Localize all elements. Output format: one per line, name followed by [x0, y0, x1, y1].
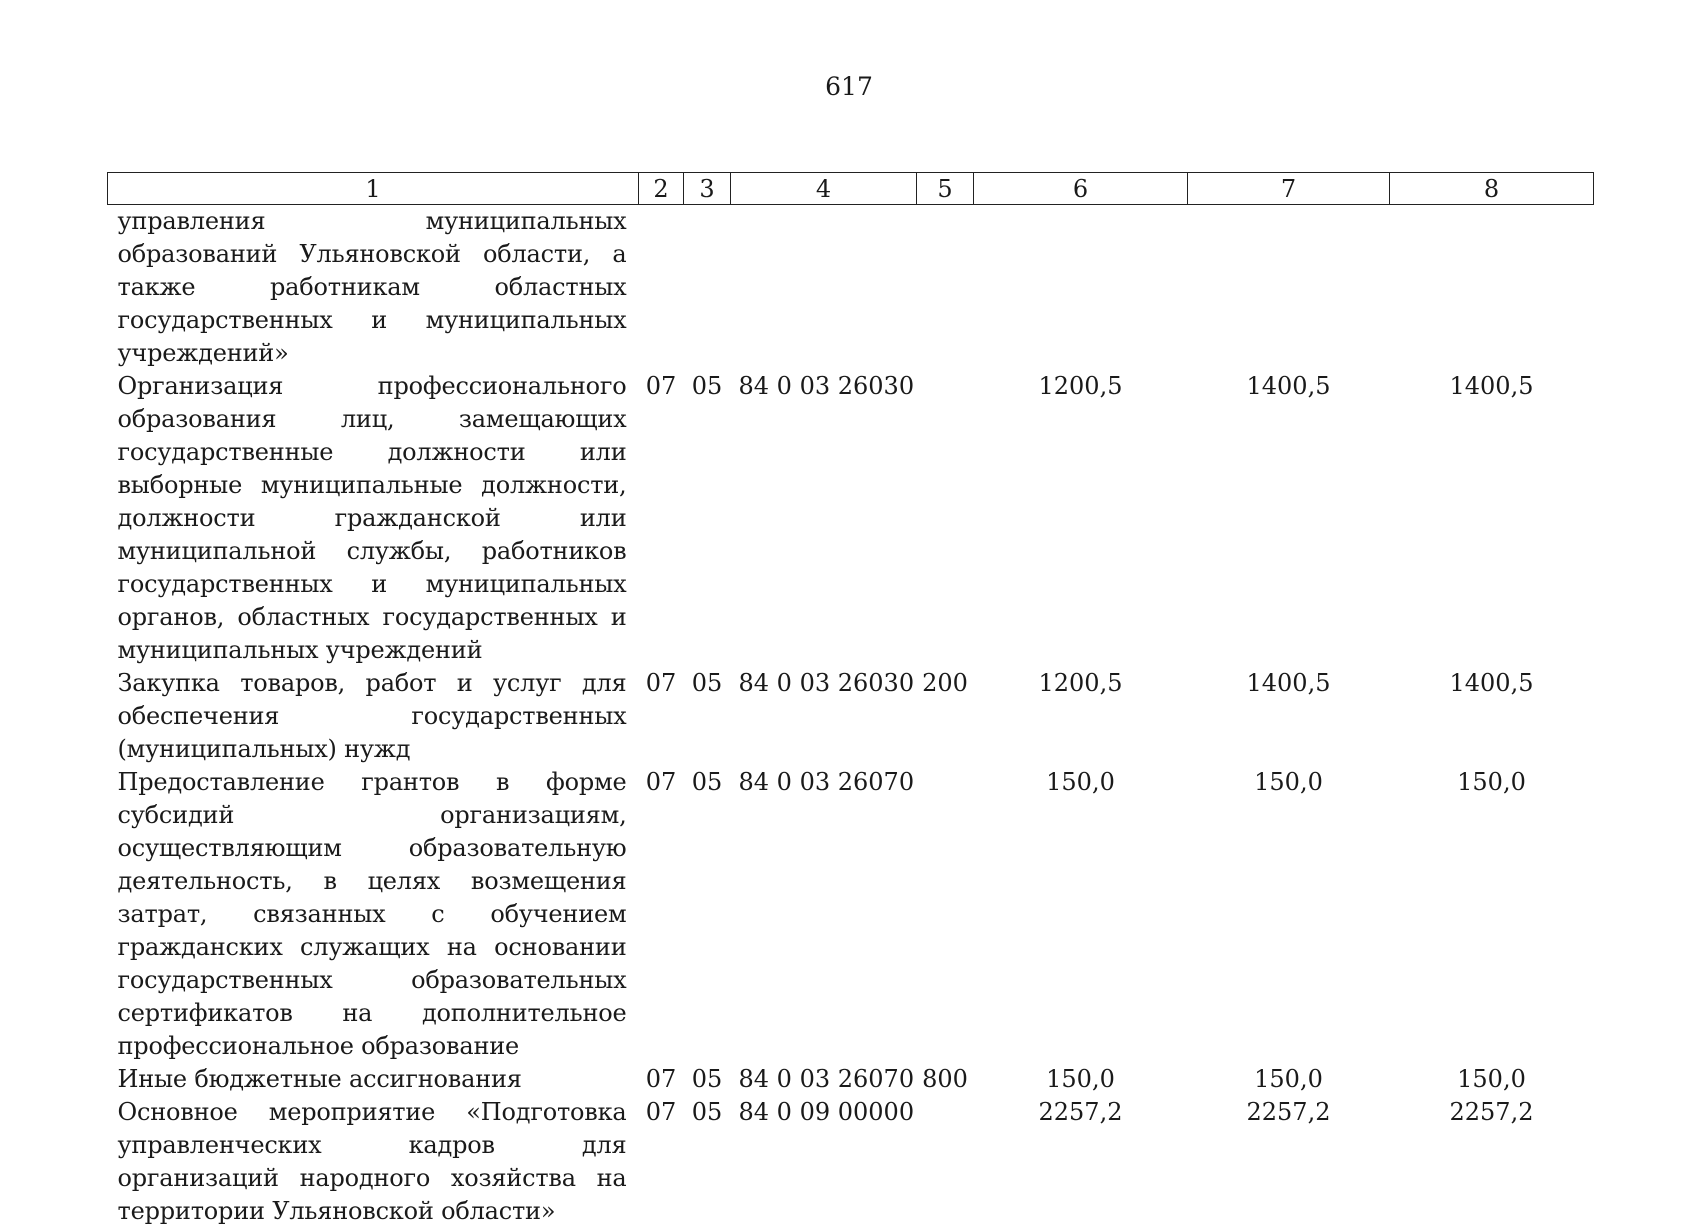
row-target-article: 84 0 09 00000: [731, 1096, 917, 1228]
row-amount-col8: [1390, 205, 1594, 371]
row-amount-col8: 2257,2: [1390, 1096, 1594, 1228]
row-section: 07: [639, 370, 684, 667]
row-section: 07: [639, 1096, 684, 1228]
header-col-7: 7: [1188, 173, 1390, 205]
row-amount-col7: 1400,5: [1188, 370, 1390, 667]
row-expense-type: [917, 766, 974, 1063]
row-amount-col8: 150,0: [1390, 1063, 1594, 1096]
row-target-article: [731, 205, 917, 371]
header-col-3: 3: [684, 173, 731, 205]
row-amount-col6: 1200,5: [974, 370, 1188, 667]
row-name: Иные бюджетные ассигнования: [108, 1063, 639, 1096]
table-header: [108, 173, 1594, 205]
row-amount-col7: 1400,5: [1188, 667, 1390, 766]
header-row: [108, 173, 1594, 205]
budget-table: [107, 172, 1594, 1228]
row-amount-col8: 1400,5: [1390, 667, 1594, 766]
row-amount-col6: [974, 205, 1188, 371]
row-expense-type: [917, 1096, 974, 1228]
row-amount-col6: 2257,2: [974, 1096, 1188, 1228]
header-col-5: 5: [917, 173, 974, 205]
row-subsection: 05: [684, 766, 731, 1063]
table-row: [108, 1063, 1594, 1096]
row-name: Закупка товаров, работ и услуг для обеспечения государственных (муниципальных) нужд: [108, 667, 639, 766]
table-body: [108, 205, 1594, 1228]
header-col-2: 2: [639, 173, 684, 205]
row-amount-col8: 150,0: [1390, 766, 1594, 1063]
row-subsection: 05: [684, 1063, 731, 1096]
row-name: Основное мероприятие «Подготовка управленческих кадров для организаций народного хозяйства на территории Ульяновской области»: [108, 1096, 639, 1228]
header-col-6: 6: [974, 173, 1188, 205]
row-section: 07: [639, 667, 684, 766]
row-amount-col8: 1400,5: [1390, 370, 1594, 667]
row-subsection: [684, 205, 731, 371]
row-subsection: 05: [684, 1096, 731, 1228]
table-row: [108, 1096, 1594, 1228]
row-amount-col7: 150,0: [1188, 1063, 1390, 1096]
row-amount-col7: [1188, 205, 1390, 371]
row-expense-type: 200: [917, 667, 974, 766]
row-section: 07: [639, 766, 684, 1063]
row-target-article: 84 0 03 26070: [731, 766, 917, 1063]
page-number: 617: [0, 72, 1698, 101]
table-row: [108, 667, 1594, 766]
row-section: 07: [639, 1063, 684, 1096]
row-target-article: 84 0 03 26070: [731, 1063, 917, 1096]
row-target-article: 84 0 03 26030: [731, 370, 917, 667]
row-expense-type: 800: [917, 1063, 974, 1096]
table-row: [108, 370, 1594, 667]
table-row: [108, 205, 1594, 371]
row-amount-col7: 2257,2: [1188, 1096, 1390, 1228]
row-amount-col6: 150,0: [974, 1063, 1188, 1096]
row-subsection: 05: [684, 667, 731, 766]
row-amount-col6: 1200,5: [974, 667, 1188, 766]
header-col-4: 4: [731, 173, 917, 205]
row-expense-type: [917, 205, 974, 371]
row-amount-col6: 150,0: [974, 766, 1188, 1063]
row-name: Организация профессионального образования лиц, замещающих государственные должности или выборные муниципальные должности, должности гражданской или муниципальной службы, работников государственных и муниципальных органов, областных государственных и муниципальных учреждений: [108, 370, 639, 667]
row-section: [639, 205, 684, 371]
header-col-1: 1: [108, 173, 639, 205]
header-col-8: 8: [1390, 173, 1594, 205]
row-subsection: 05: [684, 370, 731, 667]
row-name: Предоставление грантов в форме субсидий организациям, осуществляющим образовательную деятельность, в целях возмещения затрат, связанных с обучением гражданских служащих на основании государственных образовательных сертификатов на дополнительное профессиональное образование: [108, 766, 639, 1063]
table-row: [108, 766, 1594, 1063]
row-target-article: 84 0 03 26030: [731, 667, 917, 766]
row-expense-type: [917, 370, 974, 667]
row-name: управления муниципальных образований Ульяновской области, а также работникам областных государственных и муниципальных учреждений»: [108, 205, 639, 371]
row-amount-col7: 150,0: [1188, 766, 1390, 1063]
